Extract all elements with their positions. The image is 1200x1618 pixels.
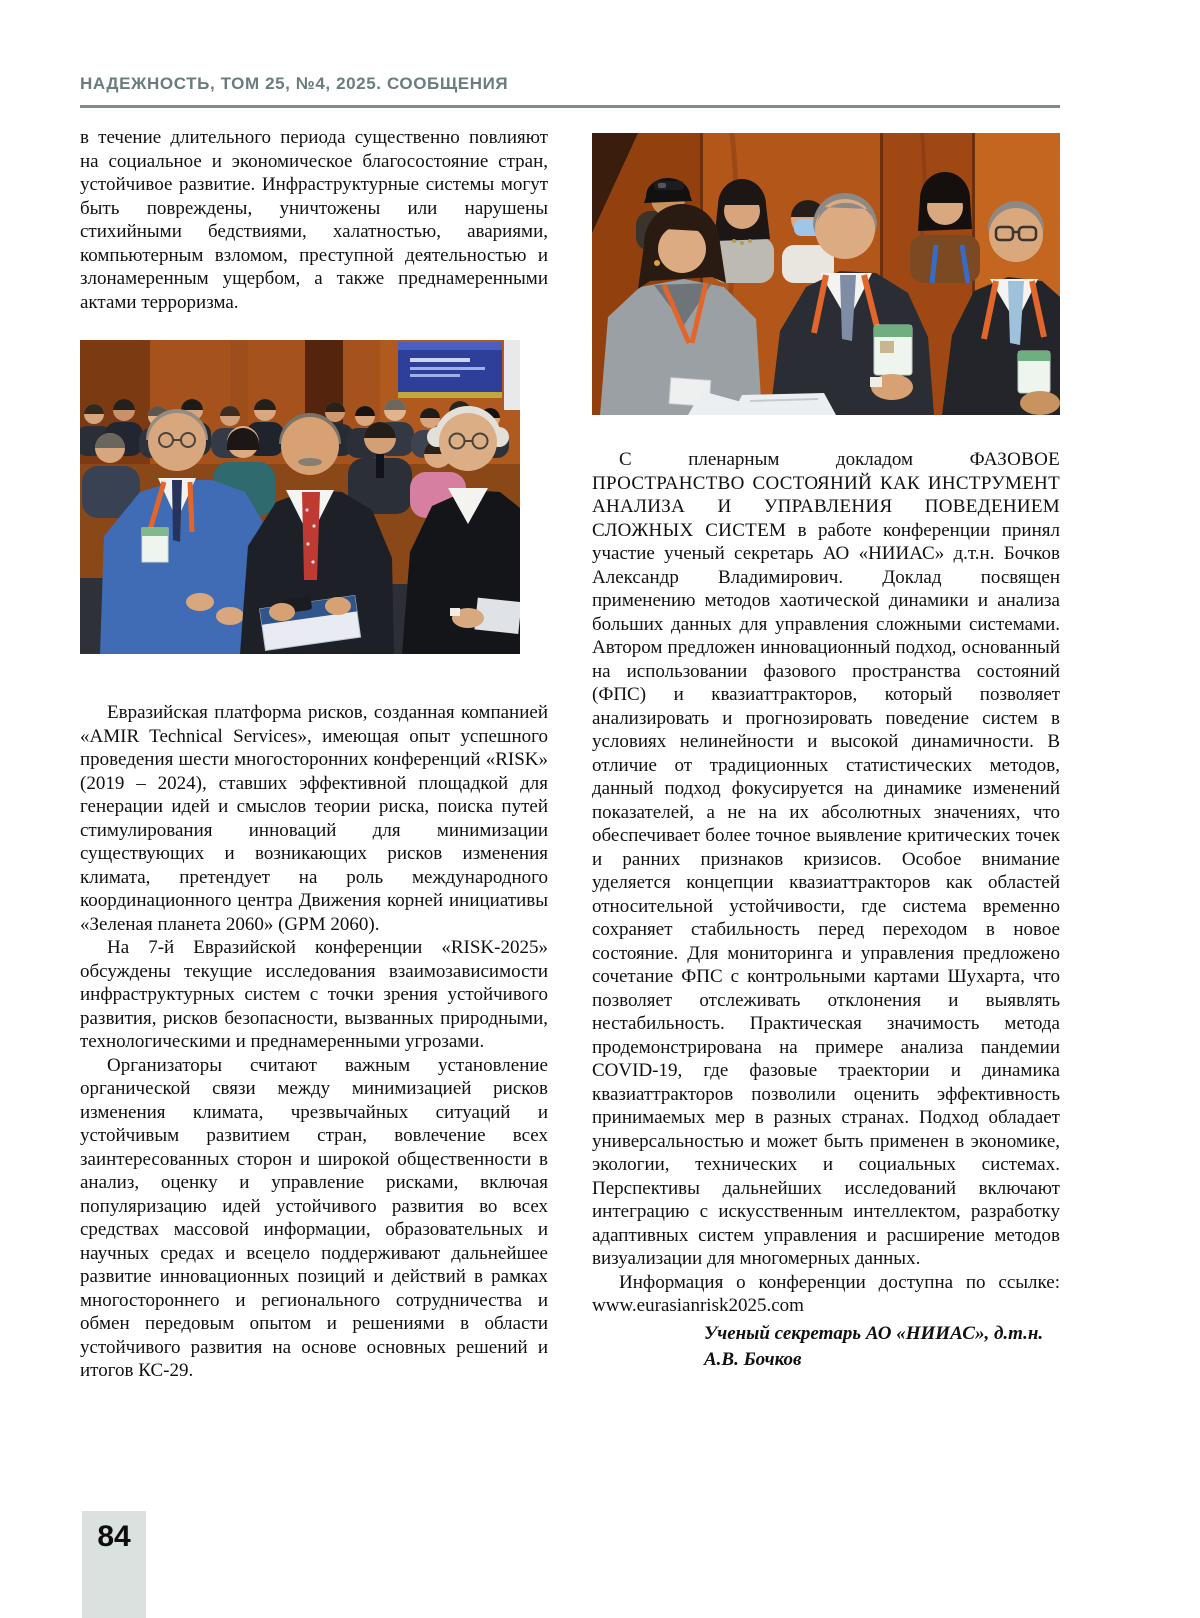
photo-conference-hall xyxy=(80,340,520,654)
signature-title: Ученый секретарь АО «НИИАС», д.т.н. xyxy=(704,1322,1044,1344)
papers xyxy=(732,393,836,415)
signature-block xyxy=(704,1321,1060,1373)
photo-conference-hall-illustration xyxy=(80,340,520,654)
photo-delegates-illustration xyxy=(592,133,1060,415)
paragraph-conference-link: Информация о конференции доступна по ссылке: www.eurasianrisk2025.com xyxy=(592,1271,1060,1316)
paragraph: Организаторы считают важным установление органической связи между минимизацией рисков изменения климата, чрезвычайных ситуаций и устойчивым развитием стран, вовлечение всех заинтересованных сторон и широкой общественности в анализ, оценку и управление рисками, включая популяризацию идей устойчивого развития во всех средствах массовой информации, образовательных и научных средах и всецело поддерживают дальнейшее развитие инновационных позиций и действий в рамках многостороннего и регионального сотрудничества и обмен передовым опытом и решениями в области устойчивого развития на основе основных решений и итогов КС-29. xyxy=(80,1054,548,1381)
paragraph-plenary-report xyxy=(592,448,1060,1271)
paragraph: Евразийская платформа рисков, созданная компанией «AMIR Technical Services», имеющая опыт успешного проведения шести многосторонних конференций «RISK» (2019 – 2024), ставших эффективной площадкой для генерации идей и смыслов теории риска, поиска путей стимулирования инноваций для минимизации существующих и возникающих рисков изменения климата, претендует на роль международного координационного центра Движения корней инициативы «Зеленая планета 2060» (GPM 2060). xyxy=(80,702,548,935)
left-column xyxy=(80,126,548,1383)
paragraph: в течение длительного периода существенно повлияют на социальное и экономическое благосостояние стран, устойчивое развитие. Инфраструктурные системы могут быть повреждены, уничтожены или нарушены стихийными бедствиями, халатностью, авариями, компьютерным взломом, преступной деятельностью и злонамеренным ущербом, а также преднамеренными актами терроризма. xyxy=(80,127,548,313)
plenary-body: в работе конференции принял участие ученый секретарь АО «НИИАС» д.т.н. Бочков Александр Владимирович. Доклад посвящен применению методов хаотической динамики и анализа больших данных для управления сложными системами. Автором предложен инновационный подход, основанный на использовании фазового пространства состояний (ФПС) и квазиаттракторов, который позволяет анализировать и прогнозировать поведение систем в условиях нелинейности и высокой динамичности. В отличие от традиционных статистических методов, данный подход фокусируется на динамике изменений показателей, а не на их абсолютных значениях, что обеспечивает более точное выявление критических точек и ранних признаков кризисов. Особое внимание уделяется концепции квазиаттракторов как областей относительной устойчивости, где система временно сохраняет стабильность перед переходом в новое состояние. Для мониторинга и управления предложено сочетание ФПС с контрольными картами Шухарта, что позволяет отслеживать отклонения и выявлять нестабильность. Практическая значимость метода продемонстрирована на примере анализа пандемии COVID-19, где фазовые траектории и динамика квазиаттракторов позволили оценить эффективность принимаемых мер в разных странах. Подход обладает универсальностью и может быть применен в экономике, экологии, технических и социальных системах. Перспективы дальнейших исследований включают интеграцию с искусственным интеллектом, разработку адаптивных систем управления и расширение методов визуализации для многомерных данных. xyxy=(592,519,1060,1269)
paragraph: На 7-й Евразийской конференции «RISK-2025» обсуждены текущие исследования взаимозависимости инфраструктурных систем с точки зрения устойчивого развития, рисков безопасности, вызванных природными, технологическими и преднамеренными угрозами. xyxy=(80,937,548,1052)
page-number-box xyxy=(82,1511,146,1618)
running-head: НАДЕЖНОСТЬ, ТОМ 25, №4, 2025. СООБЩЕНИЯ xyxy=(80,74,509,93)
report-title: ФАЗОВОЕ ПРОСТРАНСТВО СОСТОЯНИЙ КАК ИНСТРУМЕНТ АНАЛИЗА И УПРАВЛЕНИЯ ПОВЕДЕНИЕМ СЛОЖНЫХ СИСТЕМ xyxy=(592,449,1060,541)
header-rule xyxy=(80,105,1060,108)
page-number: 84 xyxy=(97,1520,131,1553)
signature-name: А.В. Бочков xyxy=(704,1348,802,1370)
photo-conference-delegates xyxy=(592,133,1060,415)
right-column xyxy=(592,133,1060,1373)
plenary-intro: С пленарным докладом xyxy=(619,449,970,470)
